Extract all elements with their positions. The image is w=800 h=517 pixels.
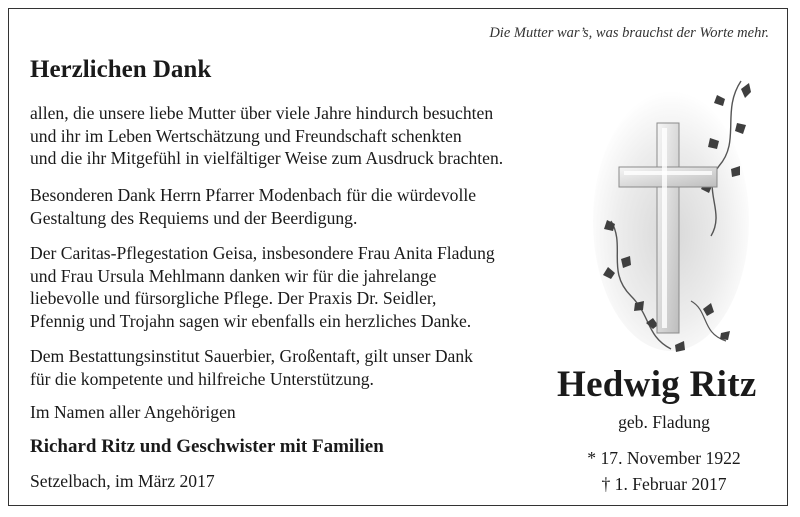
birth-name-row [549, 412, 779, 433]
text-line: liebevolle und fürsorgliche Pflege. Der Praxis Dr. Seidler, [30, 288, 437, 308]
text-line: Dem Bestattungsinstitut Sauerbier, Großentaft, gilt unser Dank [30, 346, 473, 366]
text-line: und die ihr Mitgefühl in vielfältiger Weise zum Ausdruck brachten. [30, 148, 504, 168]
text-line: Besonderen Dank Herrn Pfarrer Modenbach für die würdevolle [30, 185, 477, 205]
text-line: Der Caritas-Pflegestation Geisa, insbesondere Frau Anita Fladung [30, 243, 495, 263]
paragraph-thanks-visitors [30, 102, 503, 170]
death-date: † 1. Februar 2017 [601, 474, 727, 494]
paragraph-thanks-pastor [30, 184, 476, 229]
obituary-notice [8, 8, 788, 506]
text-line: für die kompetente und hilfreiche Unterstützung. [30, 368, 374, 389]
place-date: Setzelbach, im März 2017 [30, 471, 215, 491]
death-date-row [549, 474, 779, 495]
birth-date-row [549, 448, 779, 469]
paragraph-thanks-caregivers [30, 242, 495, 332]
text-line: Gestaltung des Requiems und der Beerdigung. [30, 207, 358, 228]
paragraph-thanks-undertaker [30, 345, 473, 390]
motto-quote: Die Mutter war’s, was brauchst der Worte mehr. [489, 25, 769, 41]
deceased-name: Hedwig Ritz [557, 364, 757, 405]
signers: Richard Ritz und Geschwister mit Familien [30, 436, 384, 457]
heading: Herzlichen Dank [30, 56, 212, 83]
birth-date: * 17. November 1922 [587, 448, 741, 468]
text-line: allen, die unsere liebe Mutter über viele Jahre hindurch besuchten [30, 103, 494, 123]
birth-name: geb. Fladung [618, 412, 710, 432]
cross-with-ivy-icon [591, 71, 763, 356]
text-line: und ihr im Leben Wertschätzung und Freundschaft schenkten [30, 125, 462, 146]
text-line: und Frau Ursula Mehlmann danken wir für die jahrelange [30, 265, 437, 286]
closing-line: Im Namen aller Angehörigen [30, 402, 236, 422]
text-line: Pfennig und Trojahn sagen wir ebenfalls ein herzliches Danke. [30, 310, 472, 331]
